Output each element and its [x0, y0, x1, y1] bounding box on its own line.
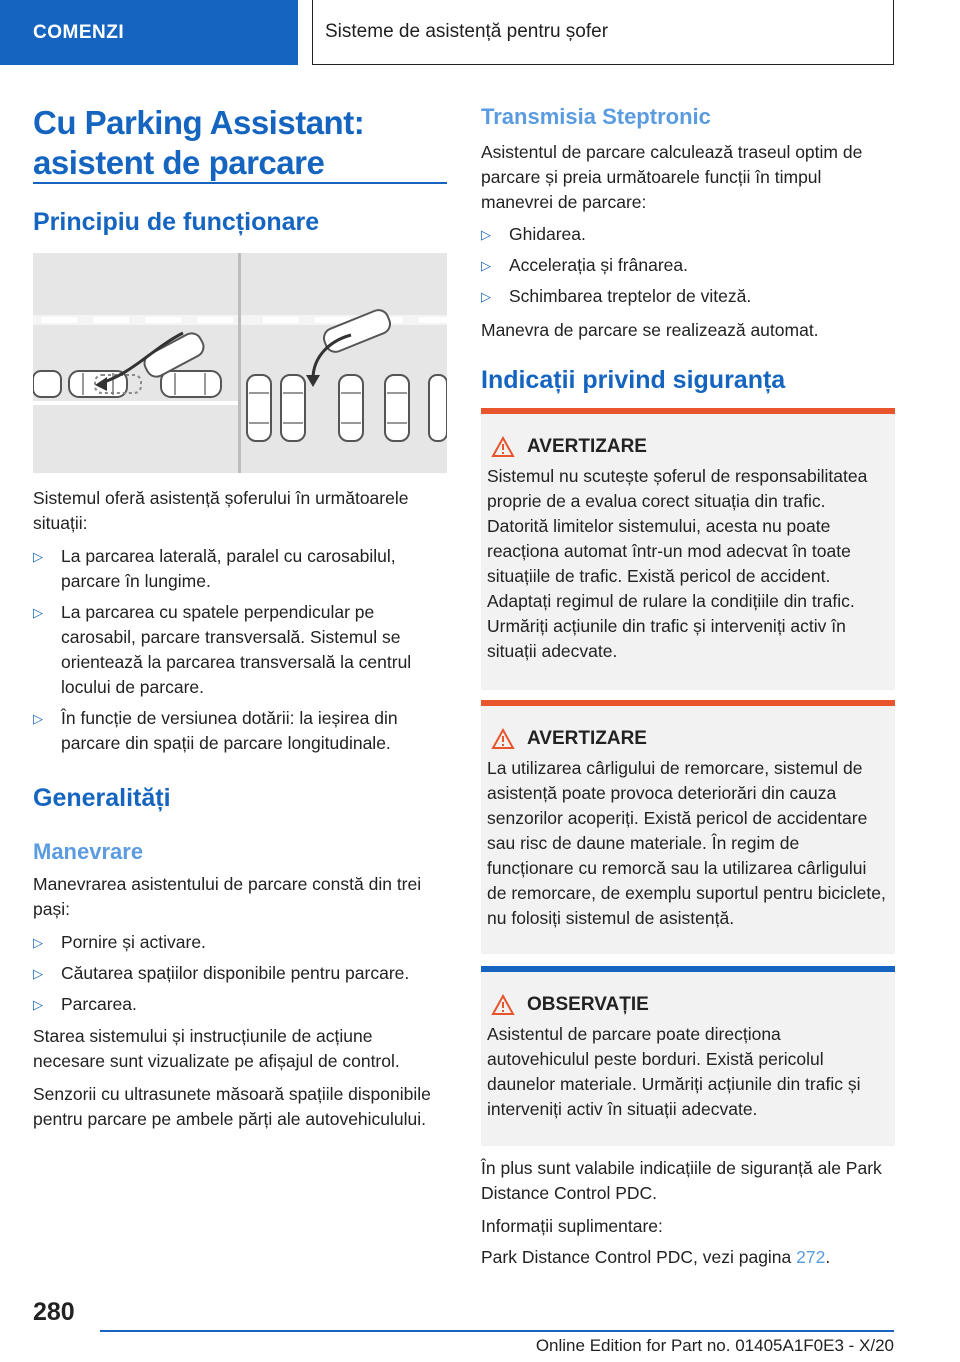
- steptronic-heading: Transmisia Steptronic: [481, 104, 711, 129]
- warning-title: AVERTIZARE: [527, 728, 647, 749]
- section-tab[interactable]: COMENZI: [0, 0, 298, 65]
- functions-list: [481, 222, 895, 315]
- more-info-label: Informații suplimentare:: [481, 1216, 663, 1236]
- safety-heading: Indicații privind siguranța: [481, 366, 786, 394]
- list-item: ▷ Accelerația și frânarea.: [481, 253, 895, 278]
- page-title: Cu Parking Assistant: asistent de parcare: [33, 104, 365, 181]
- manevrare-heading: Manevrare: [33, 839, 144, 864]
- page-link[interactable]: 272: [796, 1247, 826, 1267]
- bullet-triangle-icon: ▷: [481, 289, 491, 304]
- chapter-title: Sisteme de asistență pentru șofer: [312, 0, 894, 65]
- bullet-triangle-icon: ▷: [33, 935, 43, 950]
- warning-text: Sistemul nu scutește șoferul de responsabilitatea proprie de a evalua corect situația din trafic. Datorită limitelor sistemului, acesta nu poate reacționa automat într-un mod adecvat în toate situațiile de trafic. Există pericol de accident. Adaptați regimul de rulare la condițiile din trafic. Urmăriți acțiunile din trafic și interveniți activ în situații adecvate.: [487, 466, 868, 661]
- list-item: ▷ Ghidarea.: [481, 222, 895, 247]
- sensors-paragraph: Senzorii cu ultrasunete măsoară spațiile disponibile pentru parcare pe ambele părți ale autovehiculului.: [33, 1084, 431, 1129]
- warning-title: AVERTIZARE: [527, 436, 647, 457]
- bullet-triangle-icon: ▷: [33, 605, 43, 620]
- list-item: ▷ Căutarea spațiilor disponibile pentru parcare.: [33, 961, 447, 986]
- steptronic-intro: Asistentul de parcare calculează traseul optim de parcare și preia următoarele funcții în timpul manevrei de parcare:: [481, 142, 863, 212]
- principle-heading: Principiu de funcționare: [33, 208, 320, 236]
- parking-illustration: [33, 253, 447, 473]
- note-box: [481, 966, 895, 1146]
- footer-divider: [100, 1330, 894, 1332]
- note-title: OBSERVAȚIE: [527, 994, 649, 1015]
- pdc-reference: Park Distance Control PDC, vezi pagina 272.: [481, 1247, 831, 1267]
- list-item: ▷ Parcarea.: [33, 992, 447, 1017]
- edition-text: Online Edition for Part no. 01405A1F0E3 - X/20: [535, 1336, 894, 1355]
- extra-safety-text: În plus sunt valabile indicațiile de siguranță ale Park Distance Control PDC.: [481, 1158, 882, 1203]
- bullet-triangle-icon: ▷: [33, 997, 43, 1012]
- list-item: ▷ Pornire și activare.: [33, 930, 447, 955]
- steps-list: [33, 930, 447, 1023]
- list-item: ▷ În funcție de versiunea dotării: la ieșirea din parcare din spații de parcare longitudinale.: [33, 708, 398, 753]
- situations-list: [33, 544, 447, 762]
- warning-box-1: [481, 408, 895, 690]
- warning-box-2: [481, 700, 895, 954]
- bullet-triangle-icon: ▷: [481, 258, 491, 273]
- page-number: 280: [33, 1298, 75, 1326]
- bullet-triangle-icon: ▷: [481, 227, 491, 242]
- notice-triangle-icon: [491, 994, 515, 1016]
- auto-line: Manevra de parcare se realizează automat.: [481, 320, 819, 340]
- bullet-triangle-icon: ▷: [33, 966, 43, 981]
- bullet-triangle-icon: ▷: [33, 549, 43, 564]
- warning-text: La utilizarea cârligului de remorcare, sistemul de asistență poate provoca deteriorări din cauza senzorilor acoperiți. Există pericol de accidentare sau risc de daune materiale. În regim de funcționare cu remorcă sau la utilizarea cârligului de remorcare, de exemplu suportul pentru biciclete, nu folosiți sistemul de asistență.: [487, 758, 886, 928]
- bullet-triangle-icon: ▷: [33, 711, 43, 726]
- manevrare-intro: Manevrarea asistentului de parcare constă din trei pași:: [33, 874, 422, 919]
- status-paragraph: Starea sistemului și instrucțiunile de acțiune necesare sunt vizualizate pe afișajul de control.: [33, 1026, 400, 1071]
- list-item: ▷ Schimbarea treptelor de viteză.: [481, 284, 895, 309]
- list-item: ▷ La parcarea laterală, paralel cu carosabilul, parcare în lungime.: [33, 546, 396, 591]
- warning-triangle-icon: [491, 436, 515, 458]
- list-item: ▷ La parcarea cu spatele perpendicular pe carosabil, parcare transversală. Sistemul se orientează la parcarea transversală la centrul locului de parcare.: [33, 602, 412, 697]
- general-heading: Generalități: [33, 784, 171, 812]
- title-divider: [33, 182, 447, 184]
- warning-triangle-icon: [491, 728, 515, 750]
- intro-text: Sistemul oferă asistență șoferului în următoarele situații:: [33, 488, 409, 533]
- note-text: Asistentul de parcare poate direcționa autovehiculul peste borduri. Există pericolul daunelor materiale. Urmăriți acțiunile din trafic și interveniți activ în situații adecvate.: [487, 1024, 861, 1119]
